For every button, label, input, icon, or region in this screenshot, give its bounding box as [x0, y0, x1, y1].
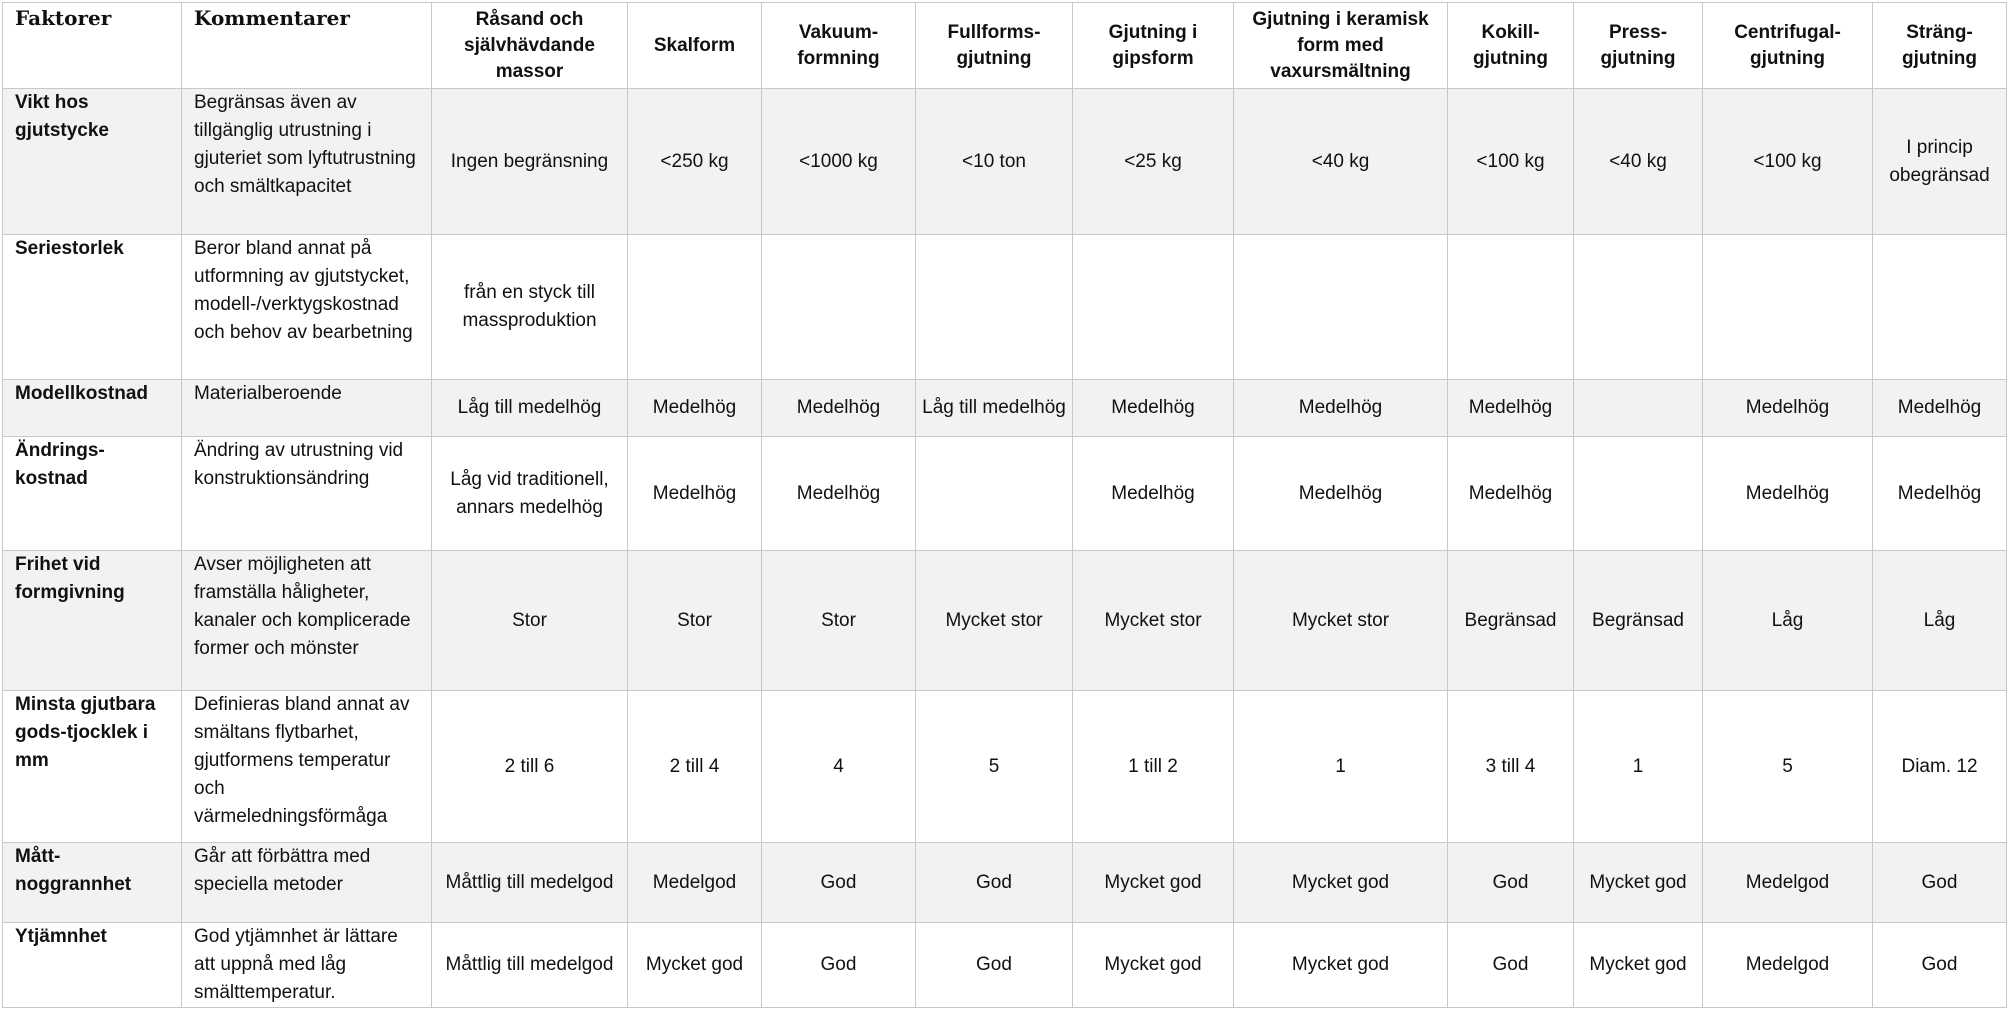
value-cell — [1234, 235, 1448, 380]
value-cell: Medelgod — [628, 843, 762, 923]
value-cell: Medelhög — [628, 437, 762, 551]
value-cell — [916, 235, 1073, 380]
value-cell — [1574, 437, 1703, 551]
column-header: Fullforms-gjutning — [916, 3, 1073, 89]
factor-cell: Frihet vid formgivning — [3, 551, 182, 691]
value-cell: Låg — [1873, 551, 2007, 691]
value-cell — [1073, 235, 1234, 380]
value-cell: 1 — [1574, 691, 1703, 843]
value-cell: Medelhög — [1234, 380, 1448, 437]
value-cell: Stor — [762, 551, 916, 691]
value-cell: Mycket god — [1073, 923, 1234, 1008]
value-cell: Begränsad — [1574, 551, 1703, 691]
value-cell — [1448, 235, 1574, 380]
comment-cell: Begränsas även av tillgänglig utrustning i gjuteriet som lyftutrustning och smältkapacitet — [182, 89, 432, 235]
value-cell: Medelhög — [628, 380, 762, 437]
casting-methods-table — [2, 2, 2007, 1008]
factor-cell: Modellkostnad — [3, 380, 182, 437]
value-cell: God — [916, 923, 1073, 1008]
value-cell — [762, 235, 916, 380]
column-header: Kokill-gjutning — [1448, 3, 1574, 89]
value-cell: <40 kg — [1574, 89, 1703, 235]
value-cell: Medelhög — [1073, 437, 1234, 551]
comment-cell: Går att förbättra med speciella metoder — [182, 843, 432, 923]
table-row — [3, 235, 2007, 380]
factor-cell: Seriestorlek — [3, 235, 182, 380]
value-cell: God — [762, 923, 916, 1008]
factor-cell: Vikt hos gjutstycke — [3, 89, 182, 235]
value-cell: God — [916, 843, 1073, 923]
column-header: Gjutning i gipsform — [1073, 3, 1234, 89]
comment-cell: God ytjämnhet är lättare att uppnå med låg smälttemperatur. — [182, 923, 432, 1008]
value-cell: 2 till 4 — [628, 691, 762, 843]
value-cell: <25 kg — [1073, 89, 1234, 235]
value-cell: Medelgod — [1703, 923, 1873, 1008]
value-cell: Medelhög — [1873, 437, 2007, 551]
value-cell: <100 kg — [1448, 89, 1574, 235]
comment-cell: Ändring av utrustning vid konstruktionsändring — [182, 437, 432, 551]
value-cell: 3 till 4 — [1448, 691, 1574, 843]
value-cell: Måttlig till medelgod — [432, 843, 628, 923]
value-cell: Medelhög — [1073, 380, 1234, 437]
column-header: Sträng-gjutning — [1873, 3, 2007, 89]
value-cell: Ingen begränsning — [432, 89, 628, 235]
value-cell: Mycket god — [1574, 843, 1703, 923]
value-cell: <100 kg — [1703, 89, 1873, 235]
value-cell: 2 till 6 — [432, 691, 628, 843]
column-header: Press-gjutning — [1574, 3, 1703, 89]
value-cell — [1574, 380, 1703, 437]
value-cell: Medelhög — [1448, 437, 1574, 551]
column-header: Gjutning i keramisk form med vaxursmältning — [1234, 3, 1448, 89]
header-row — [3, 3, 2007, 89]
value-cell: Mycket god — [1073, 843, 1234, 923]
value-cell: Mycket god — [628, 923, 762, 1008]
table-row — [3, 843, 2007, 923]
value-cell: 5 — [1703, 691, 1873, 843]
value-cell: God — [762, 843, 916, 923]
value-cell: Låg till medelhög — [916, 380, 1073, 437]
value-cell: Låg till medelhög — [432, 380, 628, 437]
value-cell: I princip obegränsad — [1873, 89, 2007, 235]
column-header: Råsand och självhävdande massor — [432, 3, 628, 89]
factor-cell: Ytjämnhet — [3, 923, 182, 1008]
column-header: Kommentarer — [182, 3, 432, 89]
value-cell: Mycket god — [1574, 923, 1703, 1008]
value-cell — [1703, 235, 1873, 380]
value-cell: 4 — [762, 691, 916, 843]
table-row — [3, 923, 2007, 1008]
value-cell: Medelhög — [1448, 380, 1574, 437]
column-header: Centrifugal-gjutning — [1703, 3, 1873, 89]
column-header: Vakuum-formning — [762, 3, 916, 89]
value-cell: Låg vid traditionell, annars medelhög — [432, 437, 628, 551]
table-row — [3, 691, 2007, 843]
table-row — [3, 380, 2007, 437]
value-cell: Stor — [432, 551, 628, 691]
value-cell: God — [1448, 923, 1574, 1008]
value-cell: 1 till 2 — [1073, 691, 1234, 843]
value-cell: Medelhög — [762, 437, 916, 551]
value-cell: från en styck till massproduktion — [432, 235, 628, 380]
value-cell: <250 kg — [628, 89, 762, 235]
column-header: Faktorer — [3, 3, 182, 89]
value-cell: <1000 kg — [762, 89, 916, 235]
value-cell — [1574, 235, 1703, 380]
value-cell: Medelhög — [1234, 437, 1448, 551]
table-row — [3, 551, 2007, 691]
value-cell: Medelgod — [1703, 843, 1873, 923]
value-cell: God — [1873, 843, 2007, 923]
value-cell: God — [1448, 843, 1574, 923]
value-cell: Begränsad — [1448, 551, 1574, 691]
value-cell: Mycket stor — [1073, 551, 1234, 691]
value-cell: <10 ton — [916, 89, 1073, 235]
factor-cell: Ändrings-kostnad — [3, 437, 182, 551]
value-cell: Mycket stor — [1234, 551, 1448, 691]
value-cell: Mycket god — [1234, 843, 1448, 923]
value-cell: Medelhög — [1873, 380, 2007, 437]
value-cell — [628, 235, 762, 380]
value-cell: Måttlig till medelgod — [432, 923, 628, 1008]
value-cell: Mycket god — [1234, 923, 1448, 1008]
value-cell: Mycket stor — [916, 551, 1073, 691]
factor-cell: Minsta gjutbara gods-tjocklek i mm — [3, 691, 182, 843]
table-row — [3, 89, 2007, 235]
column-header: Skalform — [628, 3, 762, 89]
value-cell: 1 — [1234, 691, 1448, 843]
value-cell: Medelhög — [762, 380, 916, 437]
value-cell: 5 — [916, 691, 1073, 843]
factor-cell: Mått-noggrannhet — [3, 843, 182, 923]
value-cell: Låg — [1703, 551, 1873, 691]
value-cell: <40 kg — [1234, 89, 1448, 235]
value-cell — [1873, 235, 2007, 380]
value-cell: Medelhög — [1703, 380, 1873, 437]
comment-cell: Definieras bland annat av smältans flytbarhet, gjutformens temperatur och värmeledningsförmåga — [182, 691, 432, 843]
table-row — [3, 437, 2007, 551]
value-cell: Stor — [628, 551, 762, 691]
value-cell: God — [1873, 923, 2007, 1008]
comment-cell: Beror bland annat på utformning av gjutstycket, modell-/verktygskostnad och behov av bearbetning — [182, 235, 432, 380]
value-cell — [916, 437, 1073, 551]
value-cell: Diam. 12 — [1873, 691, 2007, 843]
value-cell: Medelhög — [1703, 437, 1873, 551]
comment-cell: Avser möjligheten att framställa håligheter, kanaler och komplicerade former och mönster — [182, 551, 432, 691]
comment-cell: Materialberoende — [182, 380, 432, 437]
